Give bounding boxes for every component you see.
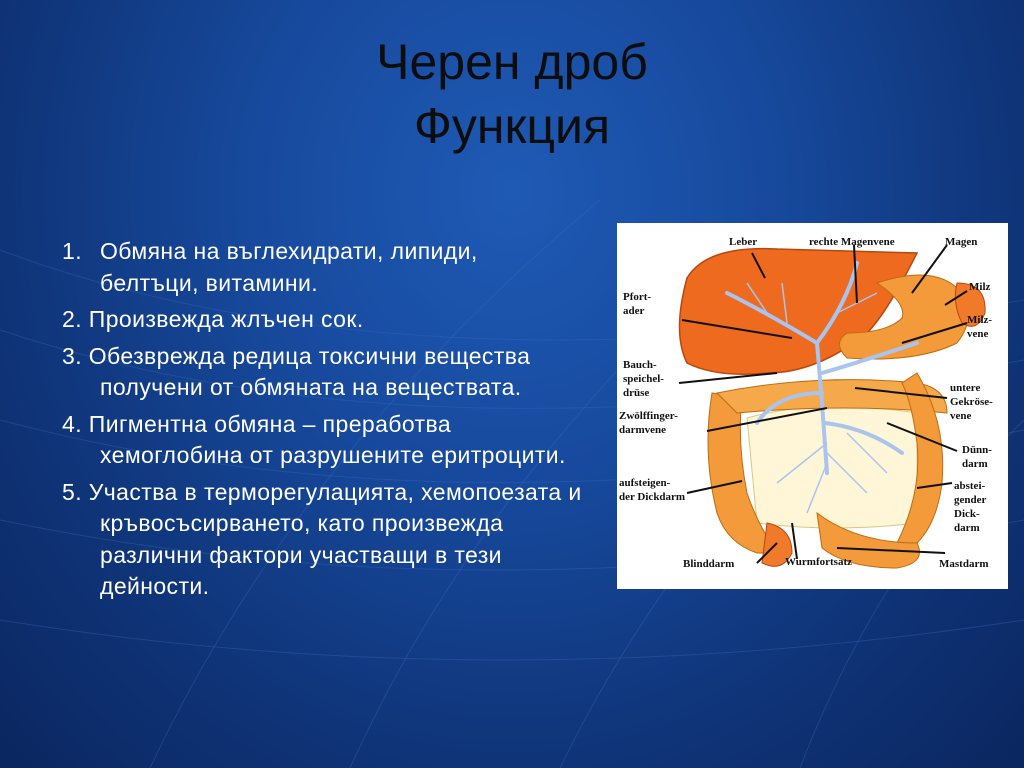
label-milzvene: Milz- vene	[967, 314, 993, 340]
label-milz: Milz	[969, 281, 991, 293]
label-zwolffingerdarmvene: Zwölffinger- darmvene	[619, 410, 678, 436]
item-text: 5. Участва в терморегулацията, хемопоезата и кръвосъсирването, като произвежда различни фактори участващи в тези дейности.	[62, 478, 582, 599]
list-item	[62, 409, 582, 472]
function-list	[62, 236, 582, 608]
label-pfortader: Pfort- ader	[623, 291, 652, 317]
item-text: 4. Пигментна обмяна – преработва хемоглобина от разрушените еритроцити.	[62, 410, 566, 468]
item-text: 3. Обезврежда редица токсични вещества получени от обмяната на веществата.	[62, 342, 531, 400]
label-absteigender-dickdarm: abstei- gender Dick- darm	[954, 480, 987, 534]
item-text: 2. Произвежда жлъчен сок.	[62, 306, 364, 332]
label-aufsteigender-dickdarm: aufsteigen- der Dickdarm	[619, 477, 686, 503]
label-blinddarm: Blinddarm	[683, 558, 735, 570]
label-leber: Leber	[729, 236, 758, 248]
list-item	[62, 477, 582, 603]
label-magen: Magen	[945, 236, 978, 248]
item-number: 1.	[62, 238, 82, 264]
title-line-2: Функция	[413, 98, 611, 154]
label-untere-gekrosevene: untere Gekröse- vene	[950, 382, 993, 422]
list-item	[62, 236, 582, 299]
label-dunndarm: Dünn- darm	[962, 444, 992, 470]
label-bauchspeicheldruse: Bauch- speichel- drüse	[623, 359, 664, 399]
list-item	[62, 304, 582, 336]
list-item	[62, 341, 582, 404]
title-line-1: Черен дроб	[376, 34, 648, 90]
label-wurmfortsatz: Wurmfortsatz	[785, 556, 852, 568]
item-text: Обмяна на въглехидрати, липиди, белтъци, витамини.	[100, 238, 478, 296]
slide-title	[0, 30, 1024, 158]
liver-portal-system-diagram	[617, 223, 1008, 589]
label-rechte-magenvene: rechte Magenvene	[809, 236, 895, 248]
label-mastdarm: Mastdarm	[939, 558, 989, 570]
